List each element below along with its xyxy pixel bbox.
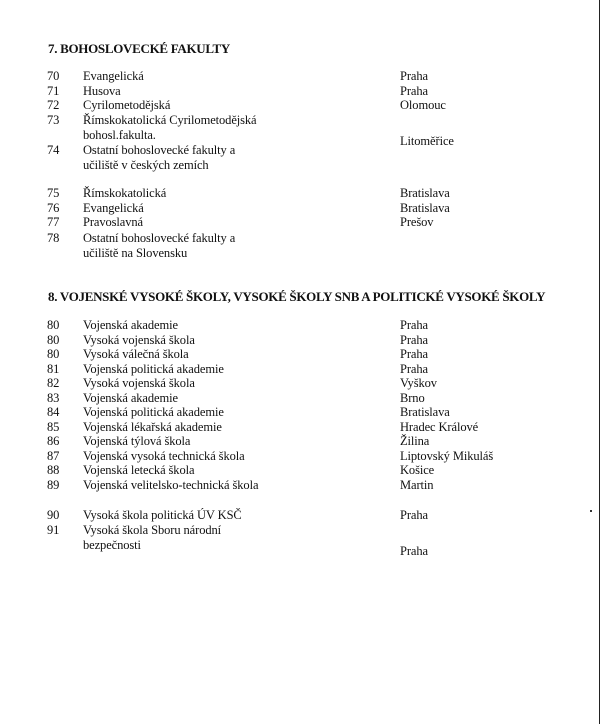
school-name-line: Vysoká škola politická ÚV KSČ	[83, 508, 242, 522]
school-name-line: Vysoká vojenská škola	[83, 376, 195, 390]
scan-speck	[590, 510, 592, 512]
item-number: 80	[47, 347, 60, 361]
school-name-line: Vysoká vojenská škola	[83, 333, 195, 347]
item-number: 75	[47, 186, 60, 200]
school-name-line: Vojenská velitelsko-technická škola	[83, 478, 259, 492]
school-city: Olomouc	[400, 98, 446, 112]
school-city: Vyškov	[400, 376, 437, 390]
item-number: 80	[47, 333, 60, 347]
school-name	[83, 508, 383, 523]
school-city: Brno	[400, 391, 425, 405]
school-name	[83, 143, 383, 172]
item-number: 85	[47, 420, 60, 434]
school-name	[83, 523, 383, 552]
school-name	[83, 98, 383, 113]
school-name	[83, 405, 383, 420]
school-name-line: Vojenská politická akademie	[83, 405, 224, 419]
school-name-line: Římskokatolická	[83, 186, 167, 200]
school-name	[83, 362, 383, 377]
item-number: 83	[47, 391, 60, 405]
school-name-line: učiliště v českých zemích	[83, 157, 209, 172]
item-number: 76	[47, 201, 60, 215]
school-name-line: Vojenská vysoká technická škola	[83, 449, 245, 463]
item-number: 87	[47, 449, 60, 463]
school-city: Praha	[400, 84, 428, 98]
school-name-line: Vojenská politická akademie	[83, 362, 224, 376]
item-number: 74	[47, 143, 60, 157]
school-name	[83, 420, 383, 435]
school-name-line: Vysoká škola Sboru národní	[83, 523, 222, 537]
section-8-heading: 8. VOJENSKÉ VYSOKÉ ŠKOLY, VYSOKÉ ŠKOLY SNB A POLITICKÉ VYSOKÉ ŠKOLY	[48, 289, 546, 304]
item-number: 78	[47, 231, 60, 245]
item-number: 91	[47, 523, 60, 537]
school-name	[83, 449, 383, 464]
school-name	[83, 463, 383, 478]
section-7-heading: 7. BOHOSLOVECKÉ FAKULTY	[48, 41, 231, 56]
school-name	[83, 231, 383, 260]
school-city: Prešov	[400, 215, 434, 229]
school-name	[83, 69, 383, 84]
school-name	[83, 84, 383, 99]
school-name-line: bohosl.fakulta.	[83, 127, 156, 142]
item-number: 86	[47, 434, 60, 448]
item-number: 89	[47, 478, 60, 492]
page-edge-line	[599, 0, 600, 724]
school-name-line: Vojenská lékařská akademie	[83, 420, 222, 434]
item-number: 71	[47, 84, 60, 98]
school-city: Praha	[400, 333, 428, 347]
school-city: Liptovský Mikuláš	[400, 449, 494, 463]
school-name-line: Vojenská týlová škola	[83, 434, 191, 448]
item-number: 70	[47, 69, 60, 83]
school-name	[83, 201, 383, 216]
school-city: Praha	[400, 508, 428, 522]
school-name	[83, 376, 383, 391]
school-city: Košice	[400, 463, 435, 477]
school-name	[83, 333, 383, 348]
school-name-line: Vojenská akademie	[83, 318, 178, 332]
school-name-line: učiliště na Slovensku	[83, 245, 188, 260]
school-name	[83, 318, 383, 333]
school-name	[83, 215, 383, 230]
school-city: Martin	[400, 478, 434, 492]
item-number: 90	[47, 508, 60, 522]
item-number: 80	[47, 318, 60, 332]
school-city: Praha	[400, 362, 428, 376]
school-name	[83, 391, 383, 406]
school-name	[83, 478, 383, 493]
school-name	[83, 347, 383, 362]
school-name-line: Ostatní bohoslovecké fakulty a	[83, 143, 236, 157]
school-city: Praha	[400, 318, 428, 332]
school-city: Bratislava	[400, 186, 450, 200]
school-name	[83, 186, 383, 201]
school-name-line: Husova	[83, 84, 121, 98]
school-name-line: Evangelická	[83, 69, 144, 83]
item-number: 73	[47, 113, 60, 127]
school-name-line: Římskokatolická Cyrilometodějská	[83, 113, 257, 127]
school-name-line: Vojenská letecká škola	[83, 463, 195, 477]
school-city: Bratislava	[400, 201, 450, 215]
school-city: Praha	[400, 543, 428, 558]
school-name-line: Vysoká válečná škola	[83, 347, 189, 361]
school-name-line: bezpečnosti	[83, 537, 141, 552]
school-name-line: Pravoslavná	[83, 215, 143, 229]
school-city: Žilina	[400, 434, 430, 448]
item-number: 82	[47, 376, 60, 390]
school-name	[83, 113, 383, 142]
school-city: Litoměřice	[400, 133, 454, 148]
school-name-line: Ostatní bohoslovecké fakulty a	[83, 231, 236, 245]
school-city: Hradec Králové	[400, 420, 479, 434]
school-city: Praha	[400, 347, 428, 361]
school-name-line: Cyrilometodějská	[83, 98, 171, 112]
school-city: Praha	[400, 69, 428, 83]
school-city: Bratislava	[400, 405, 450, 419]
item-number: 84	[47, 405, 60, 419]
item-number: 77	[47, 215, 60, 229]
school-name	[83, 434, 383, 449]
item-number: 81	[47, 362, 60, 376]
school-name-line: Evangelická	[83, 201, 144, 215]
item-number: 72	[47, 98, 60, 112]
school-name-line: Vojenská akademie	[83, 391, 178, 405]
item-number: 88	[47, 463, 60, 477]
